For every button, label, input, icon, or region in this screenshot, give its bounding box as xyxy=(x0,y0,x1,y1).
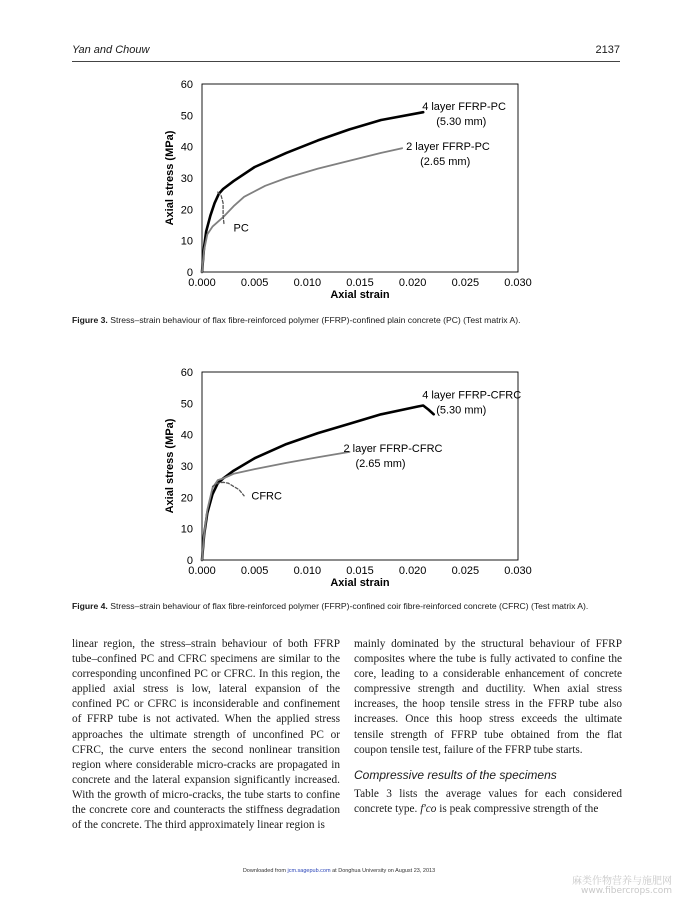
series-line-0 xyxy=(202,406,434,561)
paragraph-table3-b: is peak compressive strength of the xyxy=(436,802,599,815)
page-number: 2137 xyxy=(595,44,620,56)
x-tick-label: 0.025 xyxy=(451,277,480,289)
y-tick-label: 0 xyxy=(186,267,193,279)
paragraph-left: linear region, the stress–strain behaviour of both FFRP tube–confined PC and CFRC specimens are similar to the corresponding unconfined PC or CFRC. In this region, the applied axial stress is low, lateral expansion of the confined PC or CFRC is inconsiderable and confinement of FFRP tube is not activated. When the applied stress approaches the ultimate strength of unconfined PC or CFRC, the curve enters the second nonlinear transition region where considerable micro-cracks are propagated in concrete and the lateral expansion significantly increased. With the growth of micro-cracks, the tube starts to confine the concrete core and counteracts the stiffness degradation of the concrete. The third approximately linear region is xyxy=(72,638,340,832)
figure-4-chart xyxy=(0,358,560,598)
y-tick-label: 0 xyxy=(186,555,193,567)
footer-prefix: Downloaded from xyxy=(242,868,288,874)
y-tick-label: 50 xyxy=(180,110,193,123)
footer-link[interactable]: jcm.sagepub.com xyxy=(287,868,331,874)
series-line-1 xyxy=(202,452,350,560)
header-rule xyxy=(72,61,620,62)
y-tick-label: 60 xyxy=(180,79,193,91)
fco-symbol: f′co xyxy=(420,802,437,815)
series-label: (2.65 mm) xyxy=(420,156,471,169)
x-tick-label: 0.005 xyxy=(240,565,269,577)
y-tick-label: 20 xyxy=(180,204,193,217)
figure-3-caption xyxy=(72,314,620,326)
figure-3-caption-text: Stress–strain behaviour of flax fibre-reinforced polymer (FFRP)-confined plain concrete (PC) (Test matrix A). xyxy=(107,315,521,325)
watermark-title: 麻类作物营养与施肥网 xyxy=(572,876,672,887)
x-axis-title: Axial strain xyxy=(330,289,390,301)
x-tick-label: 0.020 xyxy=(398,565,427,577)
x-tick-label: 0.010 xyxy=(293,277,322,289)
body-right-column xyxy=(354,637,622,817)
figure-4-caption-text: Stress–strain behaviour of flax fibre-reinforced polymer (FFRP)-confined coir fibre-reinforced concrete (CFRC) (Test matrix A). xyxy=(107,601,589,611)
figure-4-caption xyxy=(72,600,620,612)
x-tick-label: 0.015 xyxy=(346,277,374,289)
series-label: (5.30 mm) xyxy=(436,116,487,129)
section-heading: Compressive results of the specimens xyxy=(354,767,557,782)
y-tick-label: 40 xyxy=(180,429,193,442)
x-tick-label: 0.005 xyxy=(240,277,269,289)
figure-3-chart xyxy=(0,70,560,310)
y-axis-title: Axial stress (MPa) xyxy=(164,418,176,514)
series-line-1 xyxy=(202,148,402,272)
y-axis-title: Axial stress (MPa) xyxy=(164,130,176,226)
x-tick-label: 0.000 xyxy=(188,565,216,577)
y-tick-label: 50 xyxy=(180,398,193,411)
x-tick-label: 0.010 xyxy=(293,565,322,577)
series-label: (5.30 mm) xyxy=(436,404,487,417)
series-label: PC xyxy=(233,222,249,235)
y-tick-label: 60 xyxy=(180,367,193,379)
x-tick-label: 0.025 xyxy=(451,565,480,577)
series-label: 4 layer FFRP-CFRC xyxy=(422,389,522,402)
running-head-authors: Yan and Chouw xyxy=(72,44,150,56)
body-left-column xyxy=(72,637,340,833)
series-line-0 xyxy=(202,112,423,272)
figure-3-caption-label: Figure 3. xyxy=(72,315,108,325)
y-tick-label: 20 xyxy=(180,492,193,505)
y-tick-label: 40 xyxy=(180,141,193,154)
x-axis-title: Axial strain xyxy=(330,577,390,589)
series-label: 2 layer FFRP-PC xyxy=(406,141,490,154)
paragraph-table3 xyxy=(354,787,622,817)
series-label: (2.65 mm) xyxy=(355,457,406,470)
running-head xyxy=(72,44,620,60)
y-tick-label: 10 xyxy=(180,235,193,248)
y-tick-label: 30 xyxy=(180,173,193,185)
x-tick-label: 0.000 xyxy=(188,277,216,289)
x-tick-label: 0.030 xyxy=(504,565,532,577)
y-tick-label: 10 xyxy=(180,523,193,536)
paragraph-right: mainly dominated by the structural behaviour of FFRP composites where the tube is fully activated to confine the core, leading to a considerable enhancement of concrete compressive strength and ductility. When axial stress increases, the hoop tensile stress in the FFRP tube also increases. Once this hoop stress exceeds the ultimate tensile strength of FFRP tube obtained from the flat coupon tensile test, failure of the FFRP tube starts. xyxy=(354,638,622,756)
figure-4-caption-label: Figure 4. xyxy=(72,601,108,611)
x-tick-label: 0.020 xyxy=(398,277,427,289)
y-tick-label: 30 xyxy=(180,461,193,473)
x-tick-label: 0.015 xyxy=(346,565,374,577)
series-label: 2 layer FFRP-CFRC xyxy=(343,442,443,455)
x-tick-label: 0.030 xyxy=(504,277,532,289)
series-label: 4 layer FFRP-PC xyxy=(422,101,506,114)
watermark-url: www.fibercrops.com xyxy=(581,886,672,896)
series-label: CFRC xyxy=(251,490,282,503)
footer-suffix: at Donghua University on August 23, 2013 xyxy=(330,868,436,874)
paragraph-table3-a: Table 3 lists the average values for each considered concrete type. xyxy=(354,787,622,815)
